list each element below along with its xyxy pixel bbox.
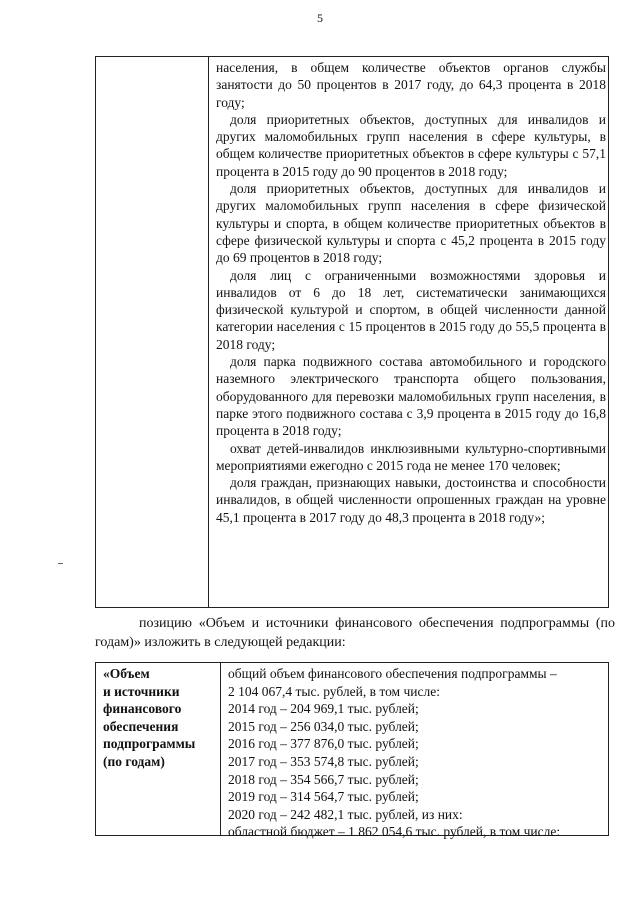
funding-line: 2016 год – 377 876,0 тыс. рублей;	[228, 736, 419, 752]
indicator-paragraph: доля парка подвижного состава автомобильного и городского наземного электрического транспорта общего пользования, оборудованного для перевозки маломобильных групп населения, в парке этого подвижного состава с 3,9 процента в 2015 году до 16,8 процента в 2018 году;	[216, 354, 606, 439]
funding-line: 2014 год – 204 969,1 тыс. рублей;	[228, 701, 419, 717]
funding-values-cell	[228, 665, 604, 841]
funding-line: общий объем финансового обеспечения подпрограммы –	[228, 666, 557, 681]
funding-label-line: (по годам)	[103, 753, 165, 769]
indicator-paragraph: доля приоритетных объектов, доступных для инвалидов и других маломобильных групп населения в сфере физической культуры и спорта, в общем количестве приоритетных объектов в сфере физической культуры и спорта с 45,2 процента в 2015 году до 69 процентов в 2018 году;	[216, 181, 606, 266]
funding-line: 2019 год – 314 564,7 тыс. рублей;	[228, 789, 419, 805]
scan-mark	[58, 563, 63, 564]
funding-line: 2015 год – 256 034,0 тыс. рублей;	[228, 718, 419, 734]
page-number: 5	[317, 11, 323, 25]
funding-label-line: «Объем	[103, 666, 150, 681]
funding-label-line: финансового	[103, 701, 182, 717]
indicator-paragraph: охват детей-инвалидов инклюзивными культурно-спортивными мероприятиями ежегодно с 2015 года не менее 170 человек;	[216, 440, 606, 473]
funding-line: 2018 год – 354 566,7 тыс. рублей;	[228, 771, 419, 787]
funding-label-line: и источники	[103, 683, 180, 699]
indicators-table	[95, 56, 609, 608]
funding-line: 2020 год – 242 482,1 тыс. рублей, из них:	[228, 806, 463, 822]
indicator-paragraph: доля граждан, признающих навыки, достоинства и способности инвалидов, в общей численности опрошенных граждан на уровне 45,1 процента в 2017 году до 48,3 процента в 2018 году»;	[216, 475, 606, 525]
funding-label-line: подпрограммы	[103, 736, 196, 752]
indicator-paragraph: доля приоритетных объектов, доступных для инвалидов и других маломобильных групп населения в сфере культуры, в общем количестве приоритетных объектов в сфере культуры с 57,1 процента в 2015 году до 90 процентов в 2018 году;	[216, 111, 606, 179]
funding-table	[95, 662, 609, 840]
amendment-paragraph: позицию «Объем и источники финансового обеспечения подпрограммы (по годам)» изложить в следующей редакции:	[95, 616, 615, 650]
indicators-cell	[216, 59, 606, 526]
funding-line: 2 104 067,4 тыс. рублей, в том числе:	[228, 683, 440, 699]
indicator-paragraph: доля лиц с ограниченными возможностями здоровья и инвалидов от 6 до 18 лет, систематически занимающихся физической культурой и спортом, в общей численности данной категории населения с 15 процентов в 2015 году до 55,5 процента в 2018 году;	[216, 267, 606, 352]
funding-line: областной бюджет – 1 862 054,6 тыс. рублей, в том числе:	[228, 824, 561, 840]
funding-label-line: обеспечения	[103, 718, 179, 734]
column-divider	[208, 57, 209, 607]
funding-line: 2017 год – 353 574,8 тыс. рублей;	[228, 753, 419, 769]
column-divider	[220, 663, 221, 835]
indicator-paragraph: населения, в общем количестве объектов органов службы занятости до 50 процентов в 2017 году, до 64,3 процента в 2018 году;	[216, 60, 606, 110]
funding-label-cell	[103, 665, 215, 771]
